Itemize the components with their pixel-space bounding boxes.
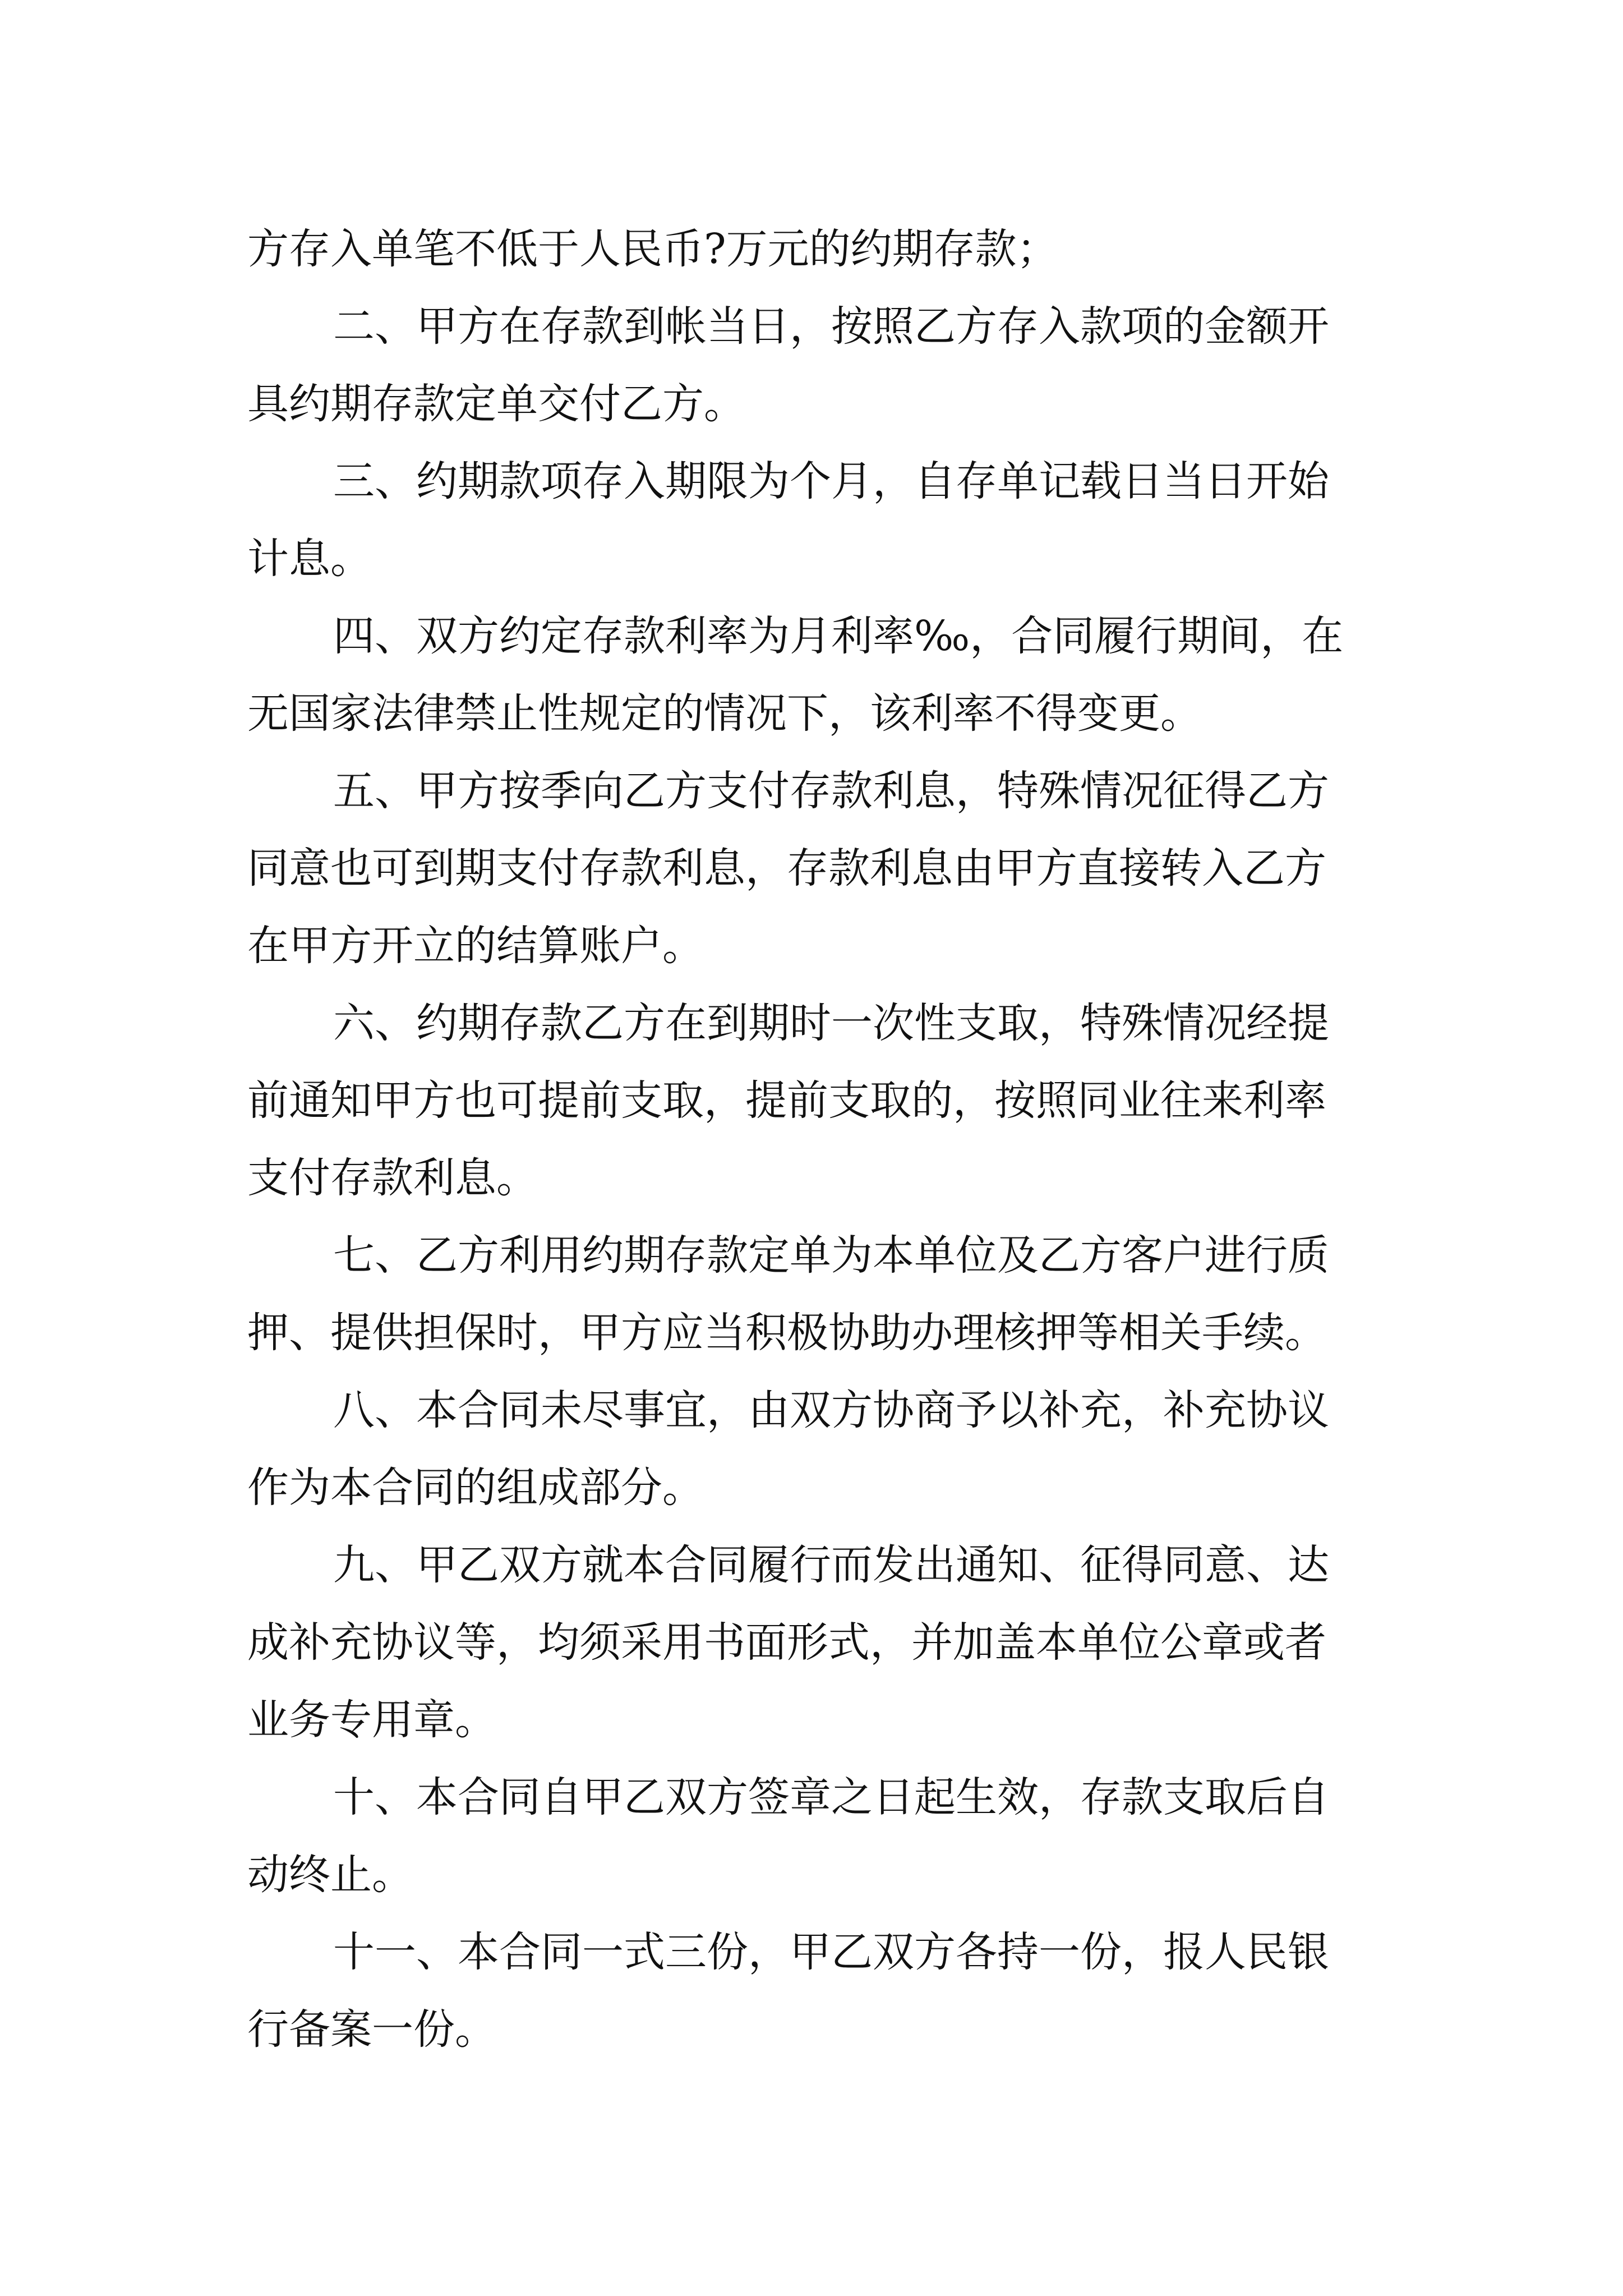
document-body [247,210,1391,2068]
paragraph-clause-9 [247,1526,1391,1759]
paragraph-clause-11 [247,1913,1391,2068]
text-line: 前通知甲方也可提前支取，提前支取的，按照同业往来利率 [247,1076,1326,1125]
paragraph-clause-10 [247,1759,1391,1913]
text-line: 八、本合同未尽事宜，由双方协商予以补充，补充协议 [333,1386,1329,1434]
text-line: 三、约期款项存入期限为个月，自存单记载日当日开始 [333,457,1329,505]
text-line: 支付存款利息。 [247,1154,538,1202]
paragraph-clause-6 [247,984,1391,1217]
text-line: 动终止。 [247,1851,413,1899]
text-line: 在甲方开立的结算账户。 [247,922,704,970]
text-line: 方存入单笔不低于人民币?万元的约期存款； [247,225,1058,273]
text-line: 五、甲方按季向乙方支付存款利息，特殊情况征得乙方 [333,767,1329,815]
text-line: 二、甲方在存款到帐当日，按照乙方存入款项的金额开 [333,302,1329,351]
paragraph-deposit-amount [247,210,1391,288]
text-line: 具约期存款定单交付乙方。 [247,380,745,428]
paragraph-clause-8 [247,1372,1391,1526]
text-line: 四、双方约定存款利率为月利率‰，合同履行期间，在 [333,612,1344,660]
text-line: 计息。 [247,535,372,583]
text-line: 业务专用章。 [247,1696,496,1744]
text-line: 九、甲乙双方就本合同履行而发出通知、征得同意、达 [333,1541,1329,1589]
text-line: 六、约期存款乙方在到期时一次性支取，特殊情况经提 [333,999,1329,1047]
text-line: 押、提供担保时，甲方应当积极协助办理核押等相关手续。 [247,1309,1326,1357]
paragraph-clause-7 [247,1217,1391,1372]
text-line: 同意也可到期支付存款利息，存款利息由甲方直接转入乙方 [247,844,1326,892]
paragraph-clause-3 [247,443,1391,597]
paragraph-clause-2 [247,288,1391,443]
text-line: 无国家法律禁止性规定的情况下，该利率不得变更。 [247,689,1202,738]
text-line: 作为本合同的组成部分。 [247,1464,704,1512]
paragraph-clause-5 [247,752,1391,984]
text-line: 成补充协议等，均须采用书面形式，并加盖本单位公章或者 [247,1618,1326,1667]
paragraph-clause-4 [247,597,1391,752]
text-line: 十一、本合同一式三份，甲乙双方各持一份，报人民银 [333,1928,1329,1976]
text-line: 七、乙方利用约期存款定单为本单位及乙方客户进行质 [333,1231,1329,1280]
text-line: 行备案一份。 [247,2005,496,2054]
text-line: 十、本合同自甲乙双方签章之日起生效，存款支取后自 [333,1773,1329,1821]
